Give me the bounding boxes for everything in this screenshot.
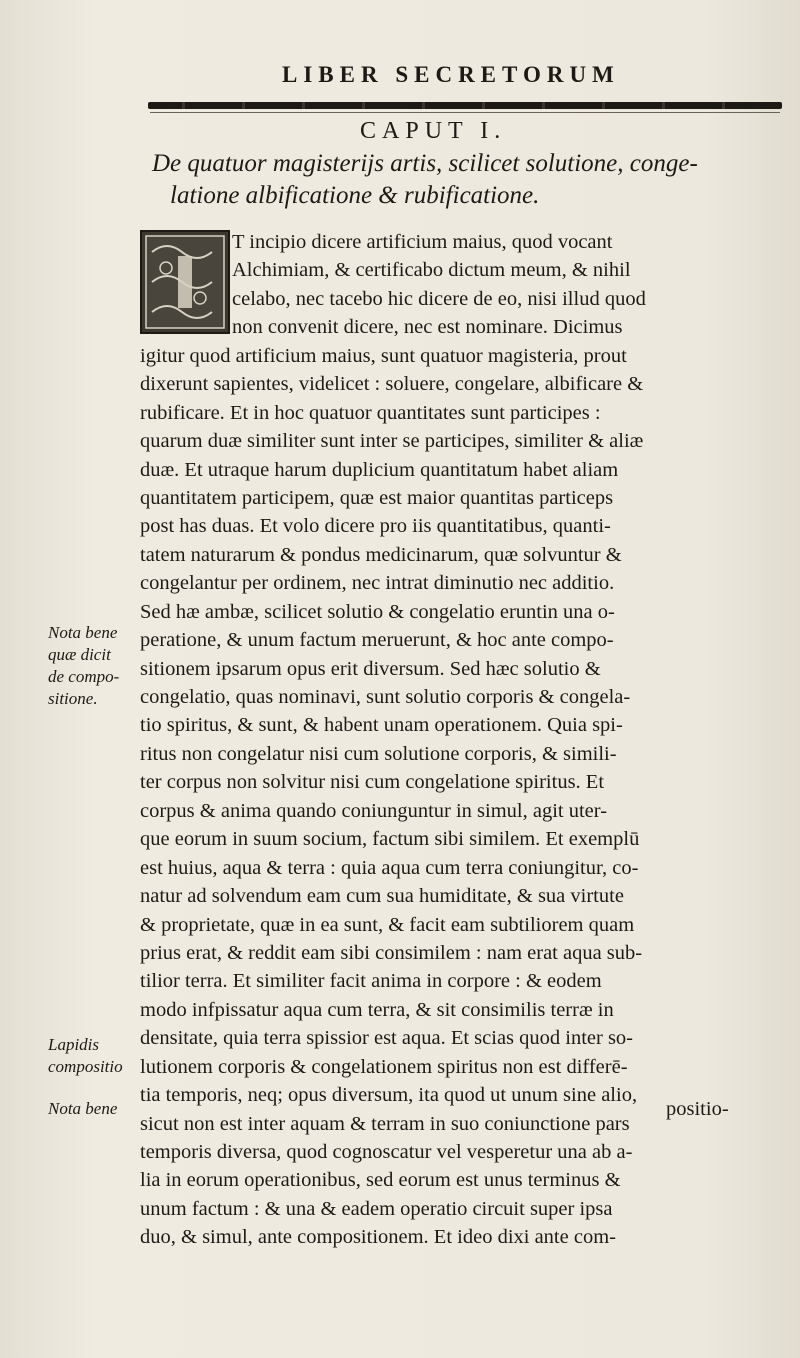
body-line: Sed hæ ambæ, scilicet solutio & congelatio eruntin una o-: [140, 600, 615, 623]
chapter-title: [152, 148, 792, 212]
body-line: rubificare. Et in hoc quatuor quantitates sunt participes :: [140, 401, 601, 424]
body-line: post has duas. Et volo dicere pro iis quantitatibus, quanti-: [140, 515, 611, 538]
body-line: duæ. Et utraque harum duplicium quantitatum habet aliam: [140, 458, 619, 481]
body-line: igitur quod artificium maius, sunt quatuor magisteria, prout: [140, 344, 627, 367]
body-line: quarum duæ similiter sunt inter se participes, similiter & aliæ: [140, 430, 644, 453]
body-line: congelatio, quas nominavi, sunt solutio corporis & congela-: [140, 686, 631, 708]
chapter-title-line-2: latione albificatione & rubificatione.: [170, 182, 540, 209]
margin-note-lapidis: [48, 1034, 128, 1078]
body-line: tio spiritus, & sunt, & habent unam operationem. Quia spi-: [140, 714, 623, 737]
body-line: lutionem corporis & congelationem spiritus non est differē-: [140, 1055, 628, 1078]
margin-note-nota-bene: [48, 622, 128, 710]
chapter-title-line-1: De quatuor magisterijs artis, scilicet solutione, conge-: [152, 150, 698, 177]
margin-note-line: Nota bene: [48, 1099, 118, 1118]
body-line: T incipio dicere artificium maius, quod vocant: [232, 231, 613, 253]
margin-note-nota-bene-2: [48, 1098, 128, 1120]
body-line: tilior terra. Et similiter facit anima in corpore : & eodem: [140, 970, 602, 993]
body-line: unum factum : & una & eadem operatio circuit super ipsa: [140, 1197, 613, 1220]
body-line: ter corpus non solvitur nisi cum congelatione spiritus. Et: [140, 771, 605, 794]
margin-note-line: Nota bene: [48, 623, 118, 642]
body-line: & proprietate, quæ in ea sunt, & facit eam subtiliorem quam: [140, 913, 635, 936]
body-line: prius erat, & reddit eam sibi consimilem : nam erat aqua sub-: [140, 941, 643, 964]
body-line: peratione, & unum factum meruerunt, & hoc ante compo-: [140, 629, 614, 652]
body-line: temporis diversa, quod cognoscatur vel vesperetur una ab a-: [140, 1141, 633, 1163]
catchword: positio-: [666, 1098, 729, 1120]
margin-note-line: sitione.: [48, 689, 98, 708]
decorative-rule-thin: [150, 112, 780, 113]
body-line: tia temporis, neq; opus diversum, ita quod ut unum sine alio,: [140, 1084, 638, 1107]
body-line: quantitatem participem, quæ est maior quantitas particeps: [140, 486, 614, 509]
body-line: non convenit dicere, nec est nominare. Dicimus: [232, 316, 623, 339]
margin-note-line: Lapidis: [48, 1035, 100, 1054]
margin-note-line: compositio: [48, 1057, 123, 1076]
body-line: Alchimiam, & certificabo dictum meum, & nihil: [232, 259, 631, 282]
body-line: lia in eorum operationibus, sed eorum est unus terminus &: [140, 1169, 621, 1192]
body-line: dixerunt sapientes, videlicet : soluere, congelare, albificare &: [140, 373, 644, 396]
body-line: duo, & simul, ante compositionem. Et ideo dixi ante com-: [140, 1226, 616, 1249]
body-line: densitate, quia terra spissior est aqua. Et scias quod inter so-: [140, 1027, 634, 1050]
margin-note-line: de compo-: [48, 667, 120, 686]
body-line: que eorum in suum socium, factum sibi similem. Et exemplū: [140, 828, 640, 851]
body-line: celabo, nec tacebo hic dicere de eo, nisi illud quod: [232, 287, 646, 310]
margin-note-line: quæ dicit: [48, 645, 111, 664]
body-line: ritus non congelatur nisi cum solutione corporis, & simili-: [140, 742, 617, 765]
running-head: LIBER SECRETORUM: [282, 62, 620, 87]
chapter-heading: CAPUT I.: [360, 118, 507, 144]
body-line: tatem naturarum & pondus medicinarum, quæ solvuntur &: [140, 543, 622, 566]
body-line: modo infpissatur aqua cum terra, & sit consimilis terræ in: [140, 998, 614, 1021]
body-line: sitionem ipsarum opus erit diversum. Sed hæc solutio &: [140, 657, 601, 680]
body-line: natur ad solvendum eam cum sua humiditate, & sua virtute: [140, 885, 624, 908]
body-line: congelantur per ordinem, nec intrat diminutio nec additio.: [140, 572, 615, 595]
body-line: corpus & anima quando coniunguntur in simul, agit uter-: [140, 799, 608, 822]
decorative-rule: [148, 102, 782, 109]
body-line: est huius, aqua & terra : quia aqua cum terra coniungitur, co-: [140, 856, 639, 879]
body-line: sicut non est inter aquam & terram in suo coniunctione pars: [140, 1112, 630, 1135]
